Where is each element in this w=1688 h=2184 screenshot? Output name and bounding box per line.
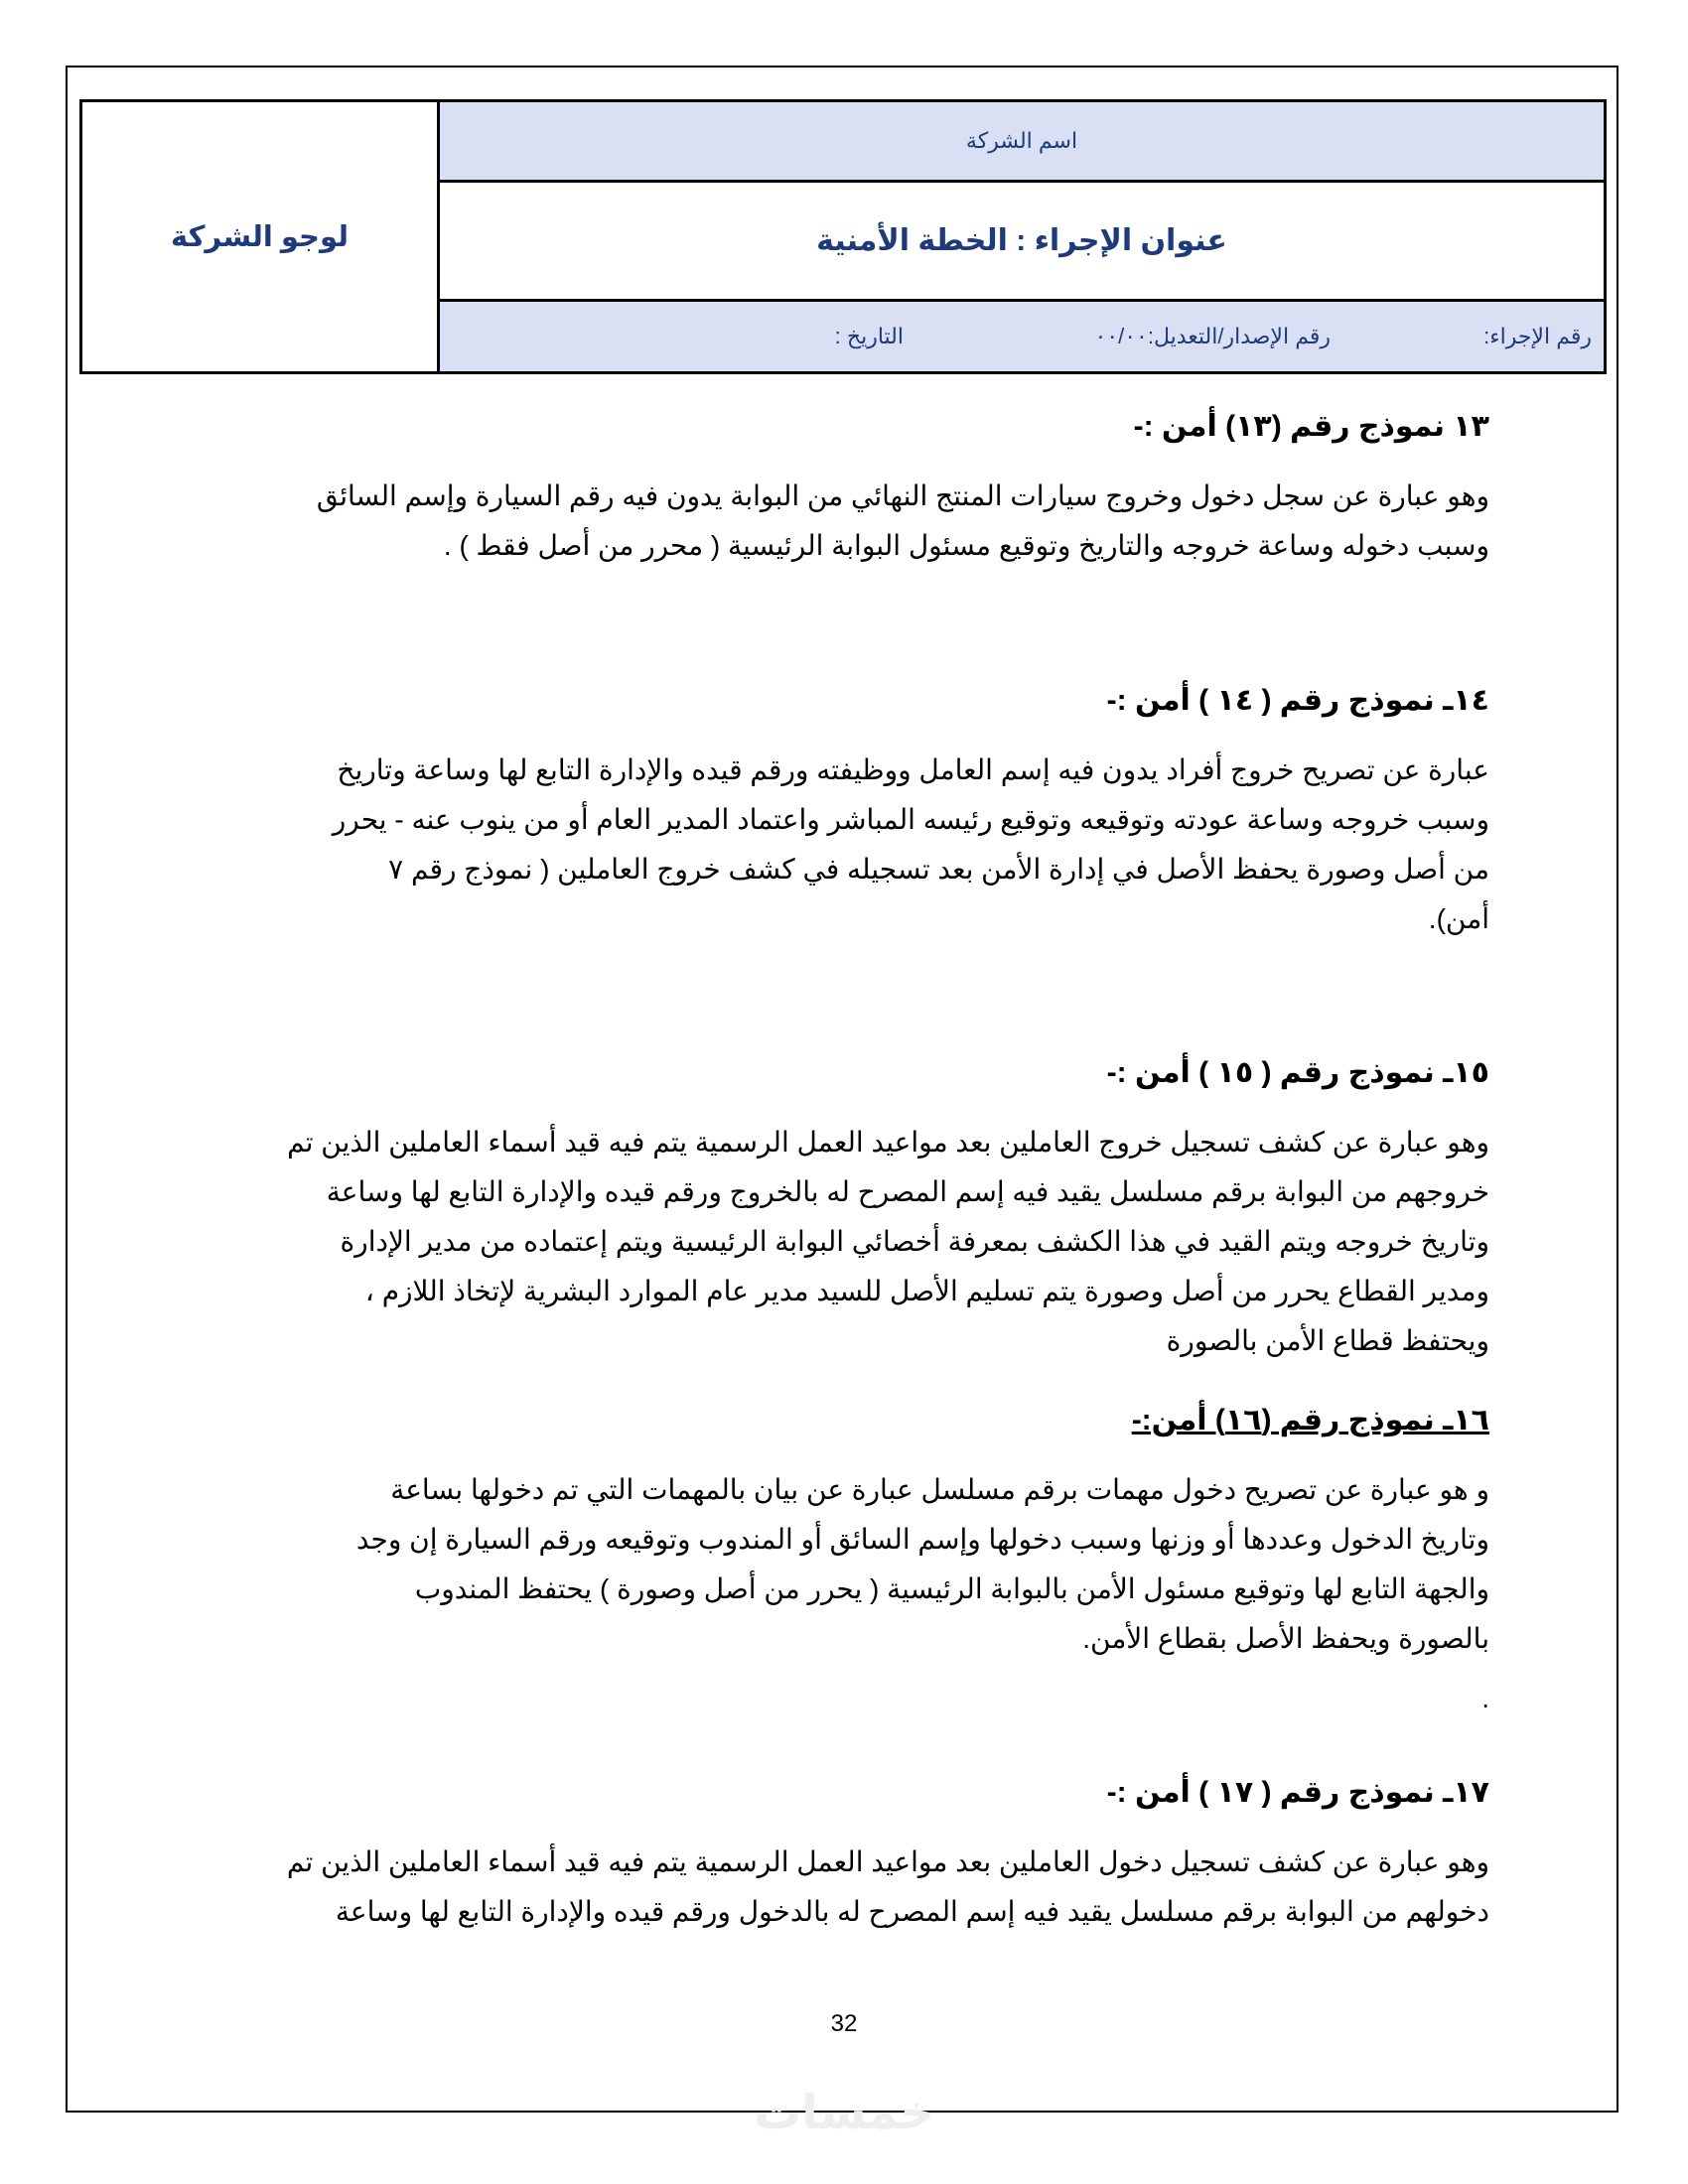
text-line: أمن). [1428, 903, 1489, 934]
text-line: وتاريخ الدخول وعددها أو وزنها وسبب دخولها وإسم السائق أو المندوب وتوقيعه ورقم السيارة إن وجد [355, 1524, 1489, 1555]
text-line: من أصل وصورة يحفظ الأصل في إدارة الأمن بعد تسجيله في كشف خروج العاملين ( نموذج رقم ٧ [388, 854, 1489, 885]
section-heading: ١٧ـ نموذج رقم ( ١٧ ) أمن :- [1106, 1776, 1489, 1809]
section-heading: ١٥ـ نموذج رقم ( ١٥ ) أمن :- [1106, 1056, 1489, 1089]
text-line: وهو عبارة عن كشف تسجيل خروج العاملين بعد مواعيد العمل الرسمية يتم فيه قيد أسماء العاملين الذين تم [287, 1127, 1489, 1158]
section-13 [189, 409, 1489, 571]
date-label: التاريخ : [834, 324, 904, 348]
section-16 [189, 1403, 1489, 1723]
section-17 [189, 1775, 1489, 1937]
section-paragraph [189, 1465, 1489, 1723]
section-paragraph [189, 1118, 1489, 1366]
text-line: ومدير القطاع يحرر من أصل وصورة يتم تسليم الأصل للسيد مدير عام الموارد البشرية لإتخاذ اللازم ، [364, 1276, 1489, 1306]
section-heading: ١٦ـ نموذج رقم (١٦) أمن:- [1131, 1404, 1489, 1436]
text-line: وتاريخ خروجه ويتم القيد في هذا الكشف بمعرفة أخصائي البوابة الرئيسية ويتم إعتماده من مدير الإدارة [340, 1226, 1489, 1257]
section-heading: ١٣ نموذج رقم (١٣) أمن :- [1133, 410, 1489, 443]
text-line: بالصورة ويحفظ الأصل بقطاع الأمن. [1082, 1623, 1489, 1654]
company-logo: لوجو الشركة [82, 102, 440, 371]
section-paragraph [189, 746, 1489, 944]
text-line: دخولهم من البوابة برقم مسلسل يقيد فيه إسم المصرح له بالدخول ورقم قيده والإدارة التابع لها وساعة [335, 1896, 1489, 1927]
text-line: وسبب دخوله وساعة خروجه والتاريخ وتوقيع مسئول البوابة الرئيسية ( محرر من أصل فقط ) . [443, 530, 1489, 561]
text-line: وسبب خروجه وساعة عودته وتوقيعه وتوقيع رئيسه المباشر واعتماد المدير العام أو من ينوب عنه - يحرر [332, 804, 1489, 835]
section-paragraph [189, 472, 1489, 571]
document-header [79, 99, 1607, 374]
procedure-title: عنوان الإجراء : الخطة الأمنية [440, 183, 1604, 302]
text-line: . [1481, 1683, 1489, 1713]
text-line: وهو عبارة عن كشف تسجيل دخول العاملين بعد مواعيد العمل الرسمية يتم فيه قيد أسماء العاملين الذين تم [286, 1846, 1489, 1877]
section-paragraph [189, 1838, 1489, 1937]
text-line: عبارة عن تصريح خروج أفراد يدون فيه إسم العامل ووظيفته ورقم قيده والإدارة التابع لها وساعة وتاريخ [337, 754, 1489, 785]
section-14 [189, 683, 1489, 944]
text-line: والجهة التابع لها وتوقيع مسئول الأمن بالبوابة الرئيسية ( يحرر من أصل وصورة ) يحتفظ المندوب [414, 1573, 1489, 1604]
procedure-meta [440, 302, 1604, 371]
procedure-number: رقم الإجراء: [1483, 324, 1592, 348]
version-number: رقم الإصدار/التعديل:٠٠/٠٠ [1094, 324, 1331, 348]
page-number: 32 [830, 2010, 858, 2037]
text-line: ويحتفظ قطاع الأمن بالصورة [1166, 1325, 1489, 1356]
section-15 [189, 1055, 1489, 1366]
text-line: خروجهم من البوابة برقم مسلسل يقيد فيه إسم المصرح له بالخروج ورقم قيده والإدارة التابع لها وساعة [326, 1176, 1489, 1207]
text-line: وهو عبارة عن سجل دخول وخروج سيارات المنتج النهائي من البوابة يدون فيه رقم السيارة وإسم السائق [316, 480, 1489, 511]
text-line: و هو عبارة عن تصريح دخول مهمات برقم مسلسل عبارة عن بيان بالمهمات التي تم دخولها بساعة [390, 1474, 1489, 1505]
section-heading: ١٤ـ نموذج رقم ( ١٤ ) أمن :- [1106, 684, 1489, 717]
company-name: اسم الشركة [440, 102, 1604, 183]
watermark-logo: خمسات [754, 2087, 934, 2139]
